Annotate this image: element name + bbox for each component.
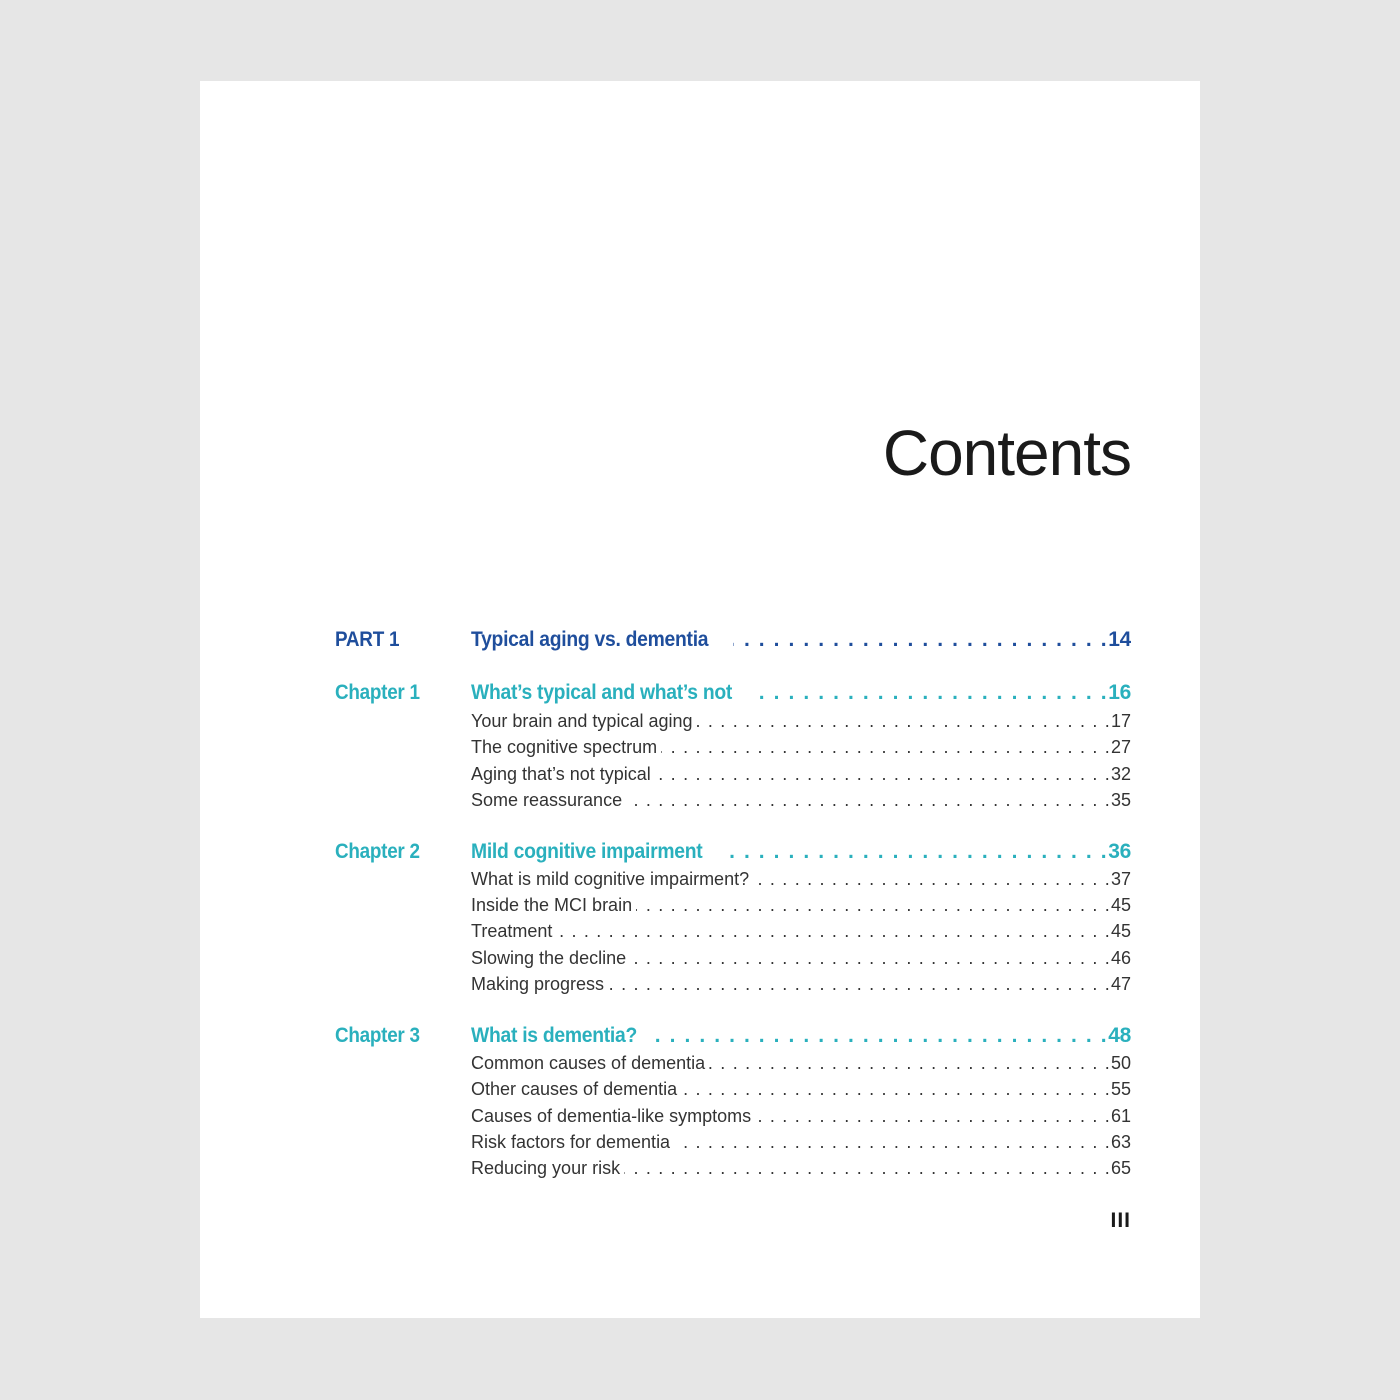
dot-leader	[636, 895, 1111, 916]
toc-page-number: 46	[1110, 948, 1131, 968]
dot-leader	[630, 948, 1111, 969]
toc-section-entry	[471, 869, 1131, 890]
toc-part-title: Typical aging vs. dementia	[471, 628, 709, 651]
toc-section-entry	[471, 1106, 1131, 1127]
toc-page-number: 36	[1108, 840, 1131, 863]
toc-chapter-entry	[471, 681, 1131, 705]
toc-section-entry	[471, 895, 1131, 916]
toc-chapter-entry	[471, 840, 1131, 864]
book-page	[200, 81, 1200, 1318]
dot-leader	[755, 1106, 1111, 1127]
dot-leader	[674, 1132, 1111, 1153]
toc-part-entry	[471, 628, 1131, 652]
part-label: PART 1	[335, 628, 400, 651]
toc-page-number: 32	[1110, 764, 1131, 784]
toc-page-number: 37	[1110, 869, 1131, 889]
toc-section-title: Inside the MCI brain	[471, 895, 633, 915]
toc-section-entry	[471, 1132, 1131, 1153]
dot-leader	[681, 1079, 1111, 1100]
toc-section-entry	[471, 711, 1131, 732]
toc-section-entry	[471, 1053, 1131, 1074]
toc-page-number: 35	[1110, 790, 1131, 810]
dot-leader	[733, 628, 1108, 652]
page-title: Contents	[882, 417, 1131, 489]
chapter-label: Chapter 1	[335, 681, 420, 704]
toc-section-title: Other causes of dementia	[471, 1079, 678, 1099]
chapter-label: Chapter 2	[335, 840, 420, 863]
dot-leader	[727, 840, 1109, 864]
toc-section-entry	[471, 1079, 1131, 1100]
toc-section-entry	[471, 921, 1131, 942]
toc-section-entry	[471, 790, 1131, 811]
dot-leader	[661, 737, 1111, 758]
page-folio: III	[1110, 1209, 1131, 1232]
dot-leader	[655, 764, 1111, 785]
dot-leader	[556, 921, 1111, 942]
dot-leader	[759, 681, 1108, 705]
toc-chapter-title: What’s typical and what’s not	[471, 681, 733, 704]
toc-section-title: Your brain and typical aging	[471, 711, 693, 731]
toc-section-entry	[471, 1158, 1131, 1179]
toc-page-number: 16	[1108, 681, 1131, 704]
toc-section-entry	[471, 974, 1131, 995]
dot-leader	[626, 790, 1111, 811]
toc-page-number: 55	[1110, 1079, 1131, 1099]
toc-section-title: Treatment	[471, 921, 553, 941]
toc-section-title: Reducing your risk	[471, 1158, 621, 1178]
toc-page-number: 48	[1108, 1024, 1131, 1047]
toc-section-entry	[471, 764, 1131, 785]
dot-leader	[709, 1053, 1111, 1074]
toc-section-entry	[471, 737, 1131, 758]
toc-section-title: Common causes of dementia	[471, 1053, 706, 1073]
toc-section-title: What is mild cognitive impairment?	[471, 869, 750, 889]
toc-section-title: The cognitive spectrum	[471, 737, 658, 757]
toc-chapter-entry	[471, 1024, 1131, 1048]
toc-section-entry	[471, 948, 1131, 969]
dot-leader	[624, 1158, 1111, 1179]
toc-section-title: Making progress	[471, 974, 605, 994]
chapter-label: Chapter 3	[335, 1024, 420, 1047]
toc-page-number: 45	[1110, 921, 1131, 941]
toc-page-number: 65	[1110, 1158, 1131, 1178]
dot-leader	[608, 974, 1111, 995]
toc-page-number: 17	[1110, 711, 1131, 731]
dot-leader	[753, 869, 1111, 890]
toc-page-number: 47	[1110, 974, 1131, 994]
table-of-contents	[200, 81, 1200, 1318]
toc-section-title: Risk factors for dementia	[471, 1132, 671, 1152]
toc-page-number: 61	[1110, 1106, 1131, 1126]
dot-leader	[697, 711, 1111, 732]
toc-page-number: 27	[1110, 737, 1131, 757]
toc-page-number: 14	[1108, 628, 1131, 651]
toc-section-title: Slowing the decline	[471, 948, 627, 968]
toc-page-number: 45	[1110, 895, 1131, 915]
dot-leader	[655, 1024, 1108, 1048]
toc-chapter-title: What is dementia?	[471, 1024, 638, 1047]
toc-page-number: 50	[1110, 1053, 1131, 1073]
toc-chapter-title: Mild cognitive impairment	[471, 840, 703, 863]
toc-section-title: Causes of dementia-like symptoms	[471, 1106, 752, 1126]
toc-page-number: 63	[1110, 1132, 1131, 1152]
toc-section-title: Aging that’s not typical	[471, 764, 651, 784]
toc-section-title: Some reassurance	[471, 790, 623, 810]
